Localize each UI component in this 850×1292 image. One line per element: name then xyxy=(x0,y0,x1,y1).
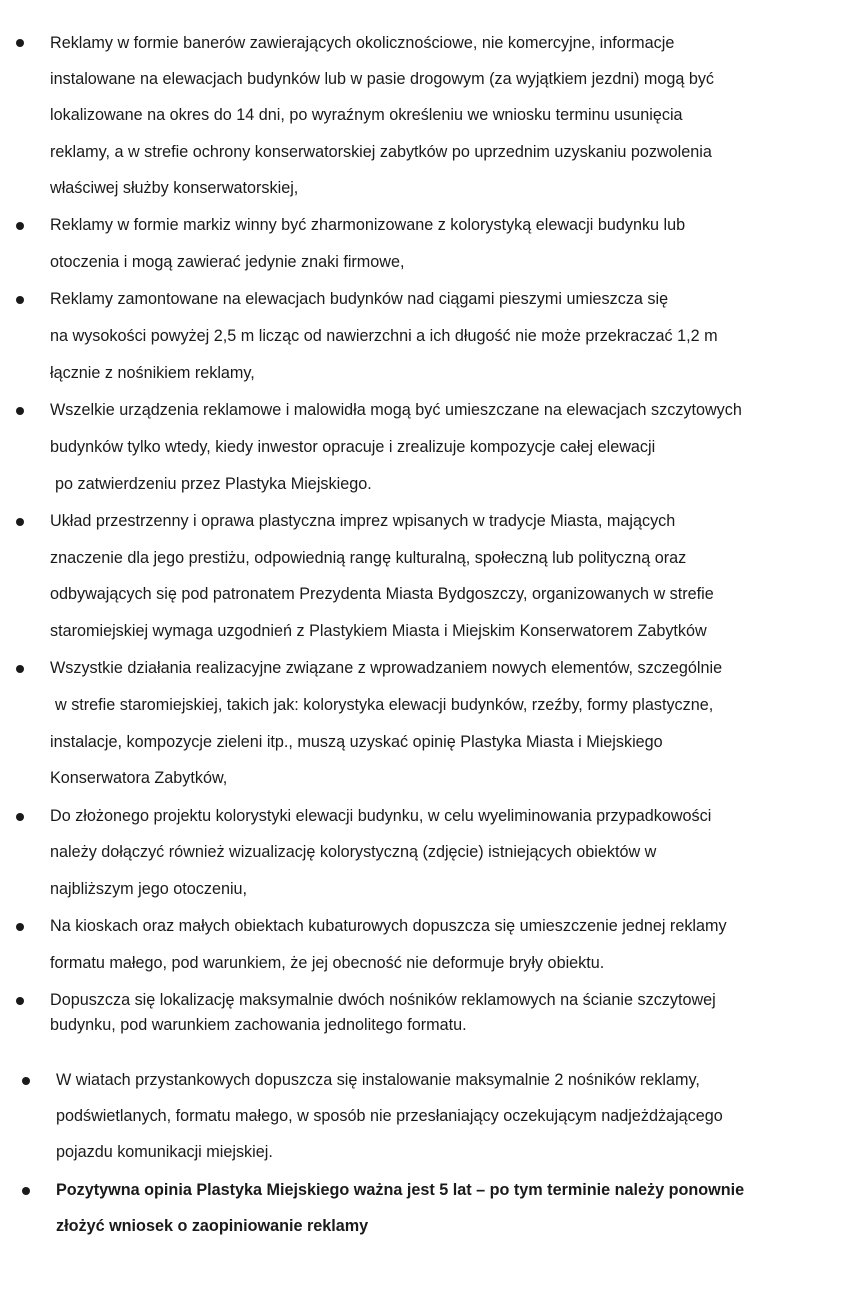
bullet-icon xyxy=(16,407,24,415)
item-line: Reklamy zamontowane na elewacjach budynków nad ciągami pieszymi umieszcza się xyxy=(50,290,669,308)
item-line: budynków tylko wtedy, kiedy inwestor opracuje i zrealizuje kompozycje całej elewacji xyxy=(50,438,656,456)
item-line: staromiejskiej wymaga uzgodnień z Plastykiem Miasta i Miejskim Konserwatorem Zabytków xyxy=(50,622,707,640)
item-line: Konserwatora Zabytków, xyxy=(50,769,228,787)
bullet-icon xyxy=(16,923,24,931)
bullet-icon xyxy=(22,1187,30,1195)
item-line: najbliższym jego otoczeniu, xyxy=(50,880,248,898)
item-line: W wiatach przystankowych dopuszcza się instalowanie maksymalnie 2 nośników reklamy, xyxy=(56,1071,700,1089)
item-line: złożyć wniosek o zaopiniowanie reklamy xyxy=(56,1217,369,1235)
item-line: Wszelkie urządzenia reklamowe i malowidła mogą być umieszczane na elewacjach szczytowych xyxy=(50,401,742,419)
item-line: po zatwierdzeniu przez Plastyka Miejskiego. xyxy=(55,475,372,493)
item-line: w strefie staromiejskiej, takich jak: kolorystyka elewacji budynków, rzeźby, formy plastyczne, xyxy=(55,696,714,714)
item-line: Reklamy w formie banerów zawierających okolicznościowe, nie komercyjne, informacje xyxy=(50,34,675,52)
item-line: otoczenia i mogą zawierać jedynie znaki firmowe, xyxy=(50,253,405,271)
item-line: instalacje, kompozycje zieleni itp., muszą uzyskać opinię Plastyka Miasta i Miejskiego xyxy=(50,733,663,751)
item-line: Reklamy w formie markiz winny być zharmonizowane z kolorystyką elewacji budynku lub xyxy=(50,216,686,234)
item-line: Pozytywna opinia Plastyka Miejskiego ważna jest 5 lat – po tym terminie należy ponownie xyxy=(56,1181,745,1199)
item-line: formatu małego, pod warunkiem, że jej obecność nie deformuje bryły obiektu. xyxy=(50,954,605,972)
bullet-icon xyxy=(22,1077,30,1085)
bullet-icon xyxy=(16,518,24,526)
item-line: budynku, pod warunkiem zachowania jednolitego formatu. xyxy=(50,1016,467,1034)
item-line: łącznie z nośnikiem reklamy, xyxy=(50,364,255,382)
bullet-icon xyxy=(16,813,24,821)
item-line: Układ przestrzenny i oprawa plastyczna imprez wpisanych w tradycje Miasta, mających xyxy=(50,512,676,530)
bullet-icon xyxy=(16,296,24,304)
item-line: Dopuszcza się lokalizację maksymalnie dwóch nośników reklamowych na ścianie szczytowej xyxy=(50,991,716,1009)
item-line: należy dołączyć również wizualizację kolorystyczną (zdjęcie) istniejących obiektów w xyxy=(50,843,657,861)
item-line: Na kioskach oraz małych obiektach kubaturowych dopuszcza się umieszczenie jednej reklamy xyxy=(50,917,727,935)
item-line: odbywających się pod patronatem Prezydenta Miasta Bydgoszczy, organizowanych w strefie xyxy=(50,585,714,603)
item-line: podświetlanych, formatu małego, w sposób nie przesłaniający oczekującym nadjeżdżającego xyxy=(56,1107,723,1125)
bullet-icon xyxy=(16,997,24,1005)
item-line: lokalizowane na okres do 14 dni, po wyraźnym określeniu we wniosku terminu usunięcia xyxy=(50,106,683,124)
item-line: instalowane na elewacjach budynków lub w pasie drogowym (za wyjątkiem jezdni) mogą być xyxy=(50,70,715,88)
bullet-icon xyxy=(16,39,24,47)
item-line: na wysokości powyżej 2,5 m licząc od nawierzchni a ich długość nie może przekraczać 1,2 m xyxy=(50,327,718,345)
item-line: reklamy, a w strefie ochrony konserwatorskiej zabytków po uprzednim uzyskaniu pozwolenia xyxy=(50,143,712,161)
bullet-icon xyxy=(16,665,24,673)
item-line: znaczenie dla jego prestiżu, odpowiednią rangę kulturalną, społeczną lub polityczną oraz xyxy=(50,549,687,567)
item-line: właściwej służby konserwatorskiej, xyxy=(50,179,299,197)
item-line: Wszystkie działania realizacyjne związane z wprowadzaniem nowych elementów, szczególnie xyxy=(50,659,723,677)
item-line: pojazdu komunikacji miejskiej. xyxy=(56,1143,273,1161)
item-line: Do złożonego projektu kolorystyki elewacji budynku, w celu wyeliminowania przypadkowości xyxy=(50,807,712,825)
bullet-icon xyxy=(16,222,24,230)
